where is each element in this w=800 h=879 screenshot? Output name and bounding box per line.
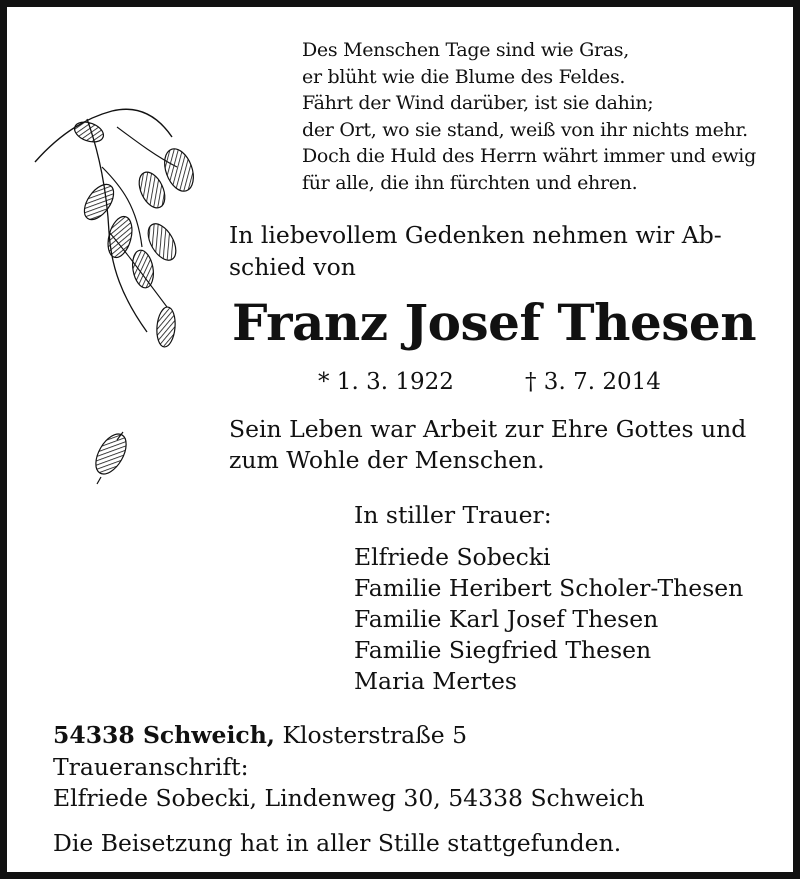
intro-text <box>229 219 722 283</box>
falling-leaf-icon <box>87 422 137 492</box>
mourner-item: Elfriede Sobecki <box>354 543 551 571</box>
address-block <box>53 720 645 815</box>
mourner-item: Maria Mertes <box>354 667 517 695</box>
life-line: zum Wohle der Menschen. <box>229 446 545 474</box>
intro-line: In liebevollem Gedenken nehmen wir Ab- <box>229 221 722 249</box>
psalm-line: Fährt der Wind darüber, ist sie dahin; <box>302 92 654 114</box>
deceased-name: Franz Josef Thesen <box>232 293 757 352</box>
home-address <box>53 720 645 752</box>
life-line: Sein Leben war Arbeit zur Ehre Gottes und <box>229 415 747 443</box>
funeral-note: Die Beisetzung hat in aller Stille stattgefunden. <box>53 829 622 857</box>
mourner-item: Familie Heribert Scholer-Thesen <box>354 574 744 602</box>
mourner-item: Familie Karl Josef Thesen <box>354 605 659 633</box>
mourning-heading: In stiller Trauer: <box>354 501 552 529</box>
psalm-line: für alle, die ihn fürchten und ehren. <box>302 171 638 194</box>
mourners-list <box>354 542 743 697</box>
mourning-address-label: Traueranschrift: <box>53 752 249 781</box>
birth-date: * 1. 3. 1922 <box>318 369 454 395</box>
mourner-item: Familie Siegfried Thesen <box>354 636 652 664</box>
home-street: Klosterstraße 5 <box>275 721 468 749</box>
psalm-line: Des Menschen Tage sind wie Gras, <box>302 39 629 61</box>
psalm-line: er blüht wie die Blume des Feldes. <box>302 65 626 88</box>
psalm-line: der Ort, wo sie stand, weiß von ihr nichts mehr. <box>302 118 748 141</box>
birch-branch-icon <box>27 97 207 367</box>
home-city: 54338 Schweich, <box>53 721 275 749</box>
intro-line: schied von <box>229 253 356 281</box>
psalm-line: Doch die Huld des Herrn währt immer und ewig <box>302 145 756 167</box>
death-date: † 3. 7. 2014 <box>525 369 661 395</box>
psalm-verse <box>302 37 756 196</box>
mourning-address: Elfriede Sobecki, Lindenweg 30, 54338 Schweich <box>53 784 645 812</box>
life-statement <box>229 414 746 476</box>
